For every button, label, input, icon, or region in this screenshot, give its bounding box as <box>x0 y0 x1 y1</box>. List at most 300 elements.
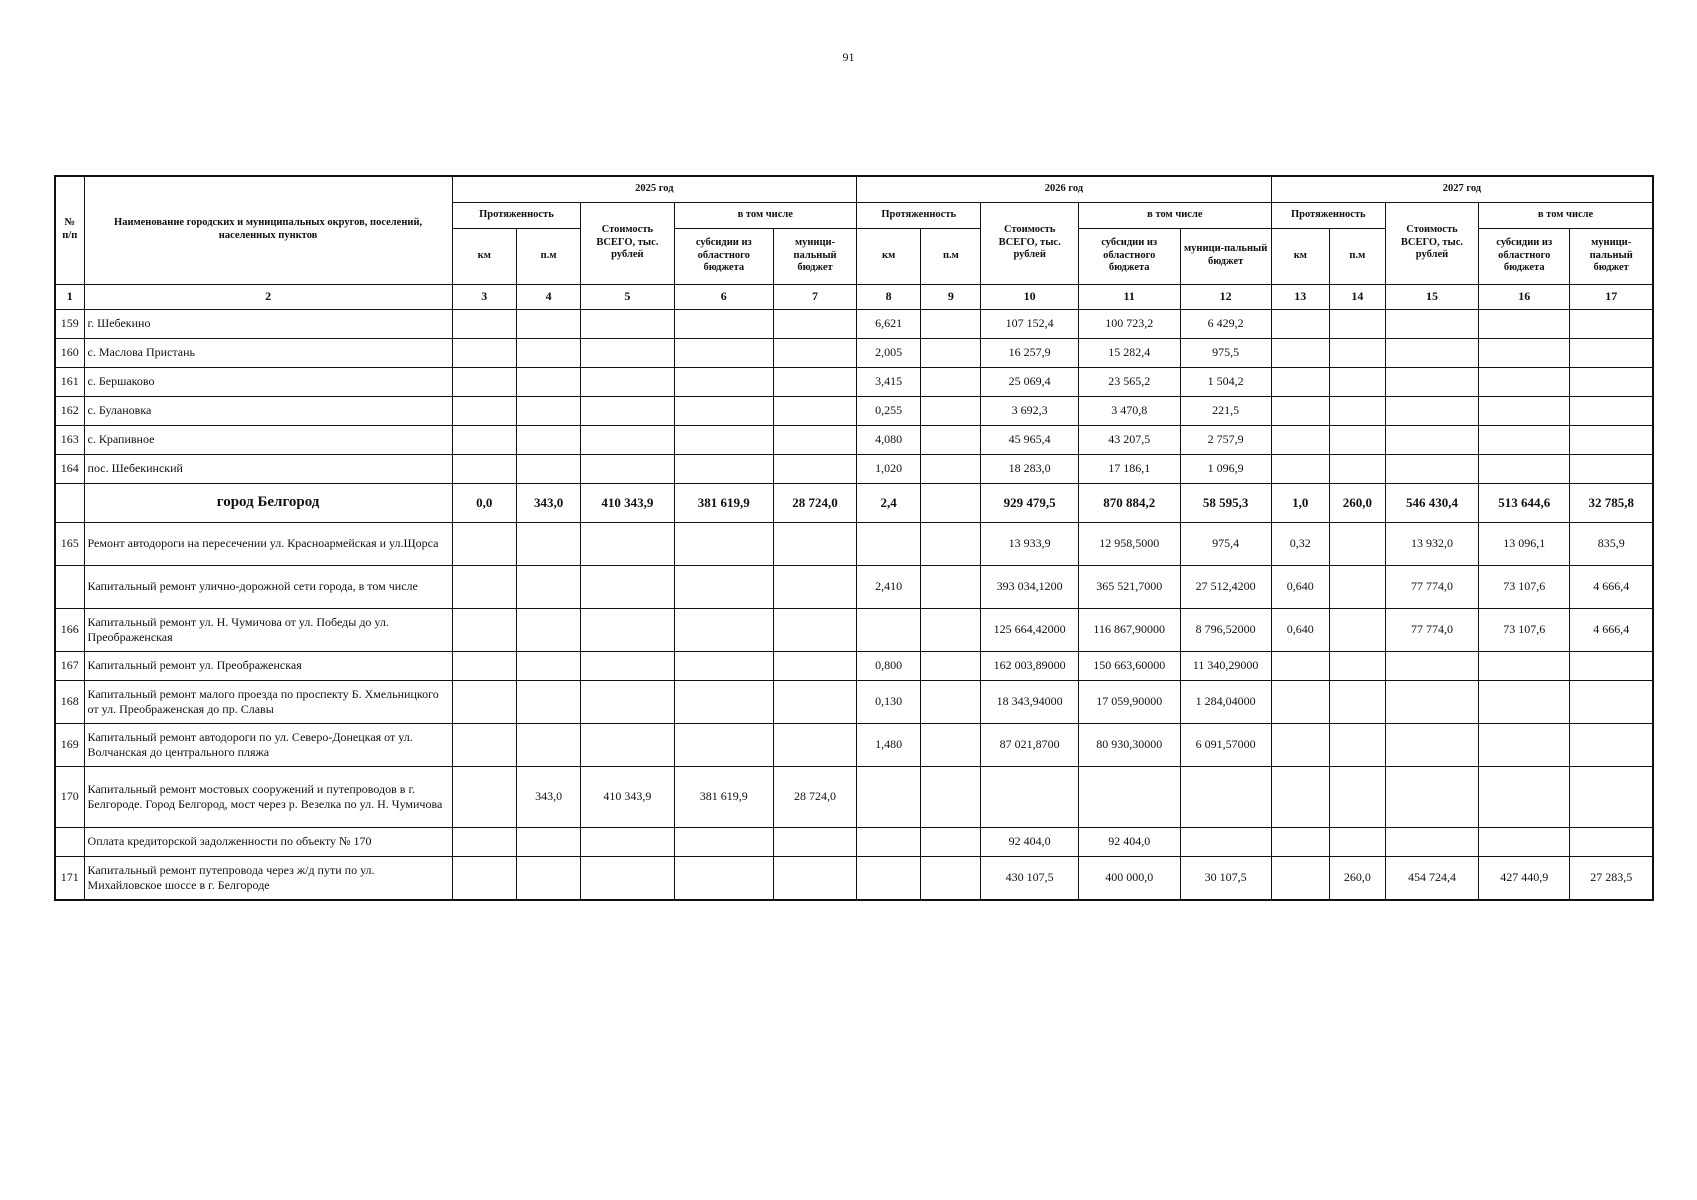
object-name: Оплата кредиторской задолженности по объекту № 170 <box>84 827 452 856</box>
value-cell: 73 107,6 <box>1479 608 1570 651</box>
value-cell <box>452 396 516 425</box>
cost-header: Стоимость ВСЕГО, тыс. рублей <box>981 202 1078 284</box>
value-cell <box>452 565 516 608</box>
value-cell <box>674 651 774 680</box>
value-cell <box>1329 723 1385 766</box>
value-cell: 4 666,4 <box>1570 565 1653 608</box>
value-cell: 1 096,9 <box>1180 454 1271 483</box>
value-cell <box>921 608 981 651</box>
table-row <box>55 856 1653 900</box>
table-row <box>55 338 1653 367</box>
column-number-cell: 5 <box>581 284 674 309</box>
object-name: Капитальный ремонт путепровода через ж/д пути по ул. Михайловское шоссе в г. Белгороде <box>84 856 452 900</box>
value-cell: 125 664,42000 <box>981 608 1078 651</box>
value-cell <box>1385 723 1478 766</box>
value-cell: 6,621 <box>857 309 921 338</box>
value-cell <box>1329 309 1385 338</box>
cost-header: Стоимость ВСЕГО, тыс. рублей <box>1385 202 1478 284</box>
value-cell <box>1271 651 1329 680</box>
value-cell: 975,4 <box>1180 522 1271 565</box>
value-cell <box>452 856 516 900</box>
municipal-header: муници-пальный бюджет <box>1570 228 1653 284</box>
value-cell <box>674 309 774 338</box>
row-number: 166 <box>55 608 84 651</box>
value-cell: 43 207,5 <box>1078 425 1180 454</box>
value-cell <box>1570 309 1653 338</box>
value-cell <box>1329 338 1385 367</box>
value-cell <box>1271 338 1329 367</box>
value-cell <box>1180 766 1271 827</box>
value-cell <box>774 522 857 565</box>
column-number-cell: 9 <box>921 284 981 309</box>
value-cell: 17 186,1 <box>1078 454 1180 483</box>
table-row <box>55 723 1653 766</box>
column-number-cell: 4 <box>516 284 580 309</box>
value-cell <box>581 522 674 565</box>
value-cell: 3 470,8 <box>1078 396 1180 425</box>
row-number: 159 <box>55 309 84 338</box>
value-cell: 430 107,5 <box>981 856 1078 900</box>
column-number-cell: 13 <box>1271 284 1329 309</box>
value-cell: 15 282,4 <box>1078 338 1180 367</box>
object-name: Капитальный ремонт улично-дорожной сети города, в том числе <box>84 565 452 608</box>
value-cell <box>516 651 580 680</box>
value-cell <box>581 723 674 766</box>
value-cell: 260,0 <box>1329 856 1385 900</box>
value-cell <box>1385 680 1478 723</box>
subsidy-header: субсидии из областного бюджета <box>1078 228 1180 284</box>
value-cell <box>1329 425 1385 454</box>
value-cell <box>774 309 857 338</box>
value-cell <box>581 367 674 396</box>
value-cell <box>774 338 857 367</box>
value-cell <box>1329 651 1385 680</box>
value-cell <box>1570 723 1653 766</box>
value-cell <box>1271 766 1329 827</box>
value-cell <box>452 723 516 766</box>
value-cell <box>1570 454 1653 483</box>
value-cell <box>1385 338 1478 367</box>
value-cell <box>1271 856 1329 900</box>
row-number: 170 <box>55 766 84 827</box>
object-name: с. Бершаково <box>84 367 452 396</box>
value-cell <box>1385 425 1478 454</box>
value-cell <box>1570 396 1653 425</box>
value-cell <box>674 425 774 454</box>
value-cell <box>452 454 516 483</box>
column-number-cell: 14 <box>1329 284 1385 309</box>
value-cell: 1 504,2 <box>1180 367 1271 396</box>
value-cell: 100 723,2 <box>1078 309 1180 338</box>
value-cell: 365 521,7000 <box>1078 565 1180 608</box>
value-cell <box>1479 723 1570 766</box>
value-cell: 975,5 <box>1180 338 1271 367</box>
value-cell <box>1271 723 1329 766</box>
object-name: с. Крапивное <box>84 425 452 454</box>
value-cell <box>921 338 981 367</box>
value-cell: 16 257,9 <box>981 338 1078 367</box>
value-cell <box>1180 827 1271 856</box>
value-cell: 0,255 <box>857 396 921 425</box>
value-cell: 27 512,4200 <box>1180 565 1271 608</box>
table-row <box>55 827 1653 856</box>
value-cell <box>1570 651 1653 680</box>
value-cell: 221,5 <box>1180 396 1271 425</box>
value-cell <box>921 522 981 565</box>
value-cell: 4 666,4 <box>1570 608 1653 651</box>
year-2027-header: 2027 год <box>1271 176 1653 202</box>
value-cell <box>921 827 981 856</box>
table-row <box>55 522 1653 565</box>
value-cell <box>1329 454 1385 483</box>
value-cell <box>1479 396 1570 425</box>
value-cell <box>921 680 981 723</box>
value-cell: 1 284,04000 <box>1180 680 1271 723</box>
value-cell: 260,0 <box>1329 483 1385 522</box>
value-cell: 427 440,9 <box>1479 856 1570 900</box>
value-cell <box>1479 309 1570 338</box>
value-cell <box>516 608 580 651</box>
value-cell <box>857 827 921 856</box>
column-number-cell: 3 <box>452 284 516 309</box>
value-cell: 2,005 <box>857 338 921 367</box>
value-cell: 18 283,0 <box>981 454 1078 483</box>
value-cell: 13 932,0 <box>1385 522 1478 565</box>
column-number-cell: 10 <box>981 284 1078 309</box>
value-cell: 73 107,6 <box>1479 565 1570 608</box>
page-number: 91 <box>842 50 855 64</box>
value-cell <box>516 396 580 425</box>
value-cell <box>581 565 674 608</box>
value-cell: 12 958,5000 <box>1078 522 1180 565</box>
value-cell <box>674 680 774 723</box>
value-cell: 77 774,0 <box>1385 565 1478 608</box>
table-row <box>55 680 1653 723</box>
table-row <box>55 766 1653 827</box>
value-cell <box>1329 827 1385 856</box>
value-cell: 381 619,9 <box>674 766 774 827</box>
value-cell <box>1570 367 1653 396</box>
value-cell <box>516 522 580 565</box>
value-cell: 17 059,90000 <box>1078 680 1180 723</box>
table-row <box>55 367 1653 396</box>
value-cell: 343,0 <box>516 483 580 522</box>
object-name: Капитальный ремонт ул. Преображенская <box>84 651 452 680</box>
pm-header: п.м <box>516 228 580 284</box>
column-number-cell: 12 <box>1180 284 1271 309</box>
value-cell <box>921 425 981 454</box>
value-cell <box>921 766 981 827</box>
value-cell <box>674 454 774 483</box>
including-header: в том числе <box>1479 202 1653 228</box>
value-cell <box>774 680 857 723</box>
value-cell: 2,4 <box>857 483 921 522</box>
value-cell <box>516 367 580 396</box>
value-cell: 80 930,30000 <box>1078 723 1180 766</box>
value-cell: 30 107,5 <box>1180 856 1271 900</box>
value-cell <box>1329 608 1385 651</box>
value-cell <box>452 608 516 651</box>
value-cell: 410 343,9 <box>581 766 674 827</box>
value-cell <box>1271 396 1329 425</box>
value-cell: 0,800 <box>857 651 921 680</box>
value-cell <box>921 651 981 680</box>
value-cell <box>516 425 580 454</box>
value-cell <box>674 396 774 425</box>
value-cell <box>1329 766 1385 827</box>
row-number: 165 <box>55 522 84 565</box>
value-cell <box>1385 454 1478 483</box>
value-cell <box>1271 680 1329 723</box>
value-cell: 23 565,2 <box>1078 367 1180 396</box>
value-cell <box>516 565 580 608</box>
value-cell <box>774 367 857 396</box>
value-cell <box>516 454 580 483</box>
object-name: Капитальный ремонт мостовых сооружений и путепроводов в г. Белгороде. Город Белгород, мост через р. Везелка по ул. Н. Чумичова <box>84 766 452 827</box>
value-cell <box>674 856 774 900</box>
value-cell: 454 724,4 <box>1385 856 1478 900</box>
pm-header: п.м <box>1329 228 1385 284</box>
value-cell: 25 069,4 <box>981 367 1078 396</box>
value-cell <box>774 723 857 766</box>
table-row <box>55 425 1653 454</box>
value-cell <box>581 827 674 856</box>
value-cell: 6 091,57000 <box>1180 723 1271 766</box>
object-name: Ремонт автодороги на пересечении ул. Красноармейская и ул.Щорса <box>84 522 452 565</box>
value-cell: 3,415 <box>857 367 921 396</box>
value-cell <box>516 680 580 723</box>
value-cell <box>516 856 580 900</box>
object-name: Капитальный ремонт малого проезда по проспекту Б. Хмельницкого от ул. Преображенская до пр. Славы <box>84 680 452 723</box>
value-cell <box>857 766 921 827</box>
column-number-cell: 17 <box>1570 284 1653 309</box>
value-cell: 400 000,0 <box>1078 856 1180 900</box>
table-row <box>55 651 1653 680</box>
value-cell: 13 933,9 <box>981 522 1078 565</box>
value-cell <box>1329 565 1385 608</box>
value-cell: 0,640 <box>1271 565 1329 608</box>
value-cell <box>774 827 857 856</box>
value-cell <box>921 565 981 608</box>
value-cell <box>1570 680 1653 723</box>
value-cell <box>452 680 516 723</box>
column-number-cell: 2 <box>84 284 452 309</box>
value-cell <box>581 338 674 367</box>
row-number <box>55 483 84 522</box>
value-cell: 410 343,9 <box>581 483 674 522</box>
subtotal-row <box>55 483 1653 522</box>
value-cell <box>921 396 981 425</box>
value-cell <box>1271 309 1329 338</box>
value-cell <box>452 651 516 680</box>
value-cell: 0,640 <box>1271 608 1329 651</box>
subsidy-header: субсидии из областного бюджета <box>1479 228 1570 284</box>
value-cell <box>1479 454 1570 483</box>
row-number: 162 <box>55 396 84 425</box>
value-cell <box>774 856 857 900</box>
row-number: 169 <box>55 723 84 766</box>
value-cell <box>1078 766 1180 827</box>
object-name: Капитальный ремонт ул. Н. Чумичова от ул. Победы до ул. Преображенская <box>84 608 452 651</box>
value-cell: 393 034,1200 <box>981 565 1078 608</box>
value-cell: 0,0 <box>452 483 516 522</box>
value-cell: 18 343,94000 <box>981 680 1078 723</box>
row-number: 164 <box>55 454 84 483</box>
value-cell: 929 479,5 <box>981 483 1078 522</box>
table-row <box>55 309 1653 338</box>
value-cell <box>1385 766 1478 827</box>
column-number-cell: 6 <box>674 284 774 309</box>
value-cell: 32 785,8 <box>1570 483 1653 522</box>
value-cell <box>674 367 774 396</box>
value-cell <box>1271 367 1329 396</box>
value-cell <box>674 338 774 367</box>
budget-table <box>54 175 1654 901</box>
value-cell <box>452 522 516 565</box>
value-cell <box>921 367 981 396</box>
value-cell: 92 404,0 <box>981 827 1078 856</box>
value-cell <box>774 396 857 425</box>
value-cell <box>774 425 857 454</box>
value-cell <box>1271 454 1329 483</box>
value-cell <box>921 723 981 766</box>
value-cell <box>516 309 580 338</box>
km-header: км <box>1271 228 1329 284</box>
length-header: Протяженность <box>857 202 981 228</box>
value-cell <box>674 608 774 651</box>
value-cell <box>774 608 857 651</box>
municipal-header: муници-пальный бюджет <box>1180 228 1271 284</box>
value-cell <box>516 827 580 856</box>
value-cell <box>857 608 921 651</box>
value-cell <box>857 856 921 900</box>
value-cell <box>452 367 516 396</box>
value-cell <box>1570 338 1653 367</box>
value-cell <box>1385 827 1478 856</box>
row-number: 167 <box>55 651 84 680</box>
value-cell <box>1479 651 1570 680</box>
value-cell <box>1271 827 1329 856</box>
subsidy-header: субсидии из областного бюджета <box>674 228 774 284</box>
value-cell: 1,0 <box>1271 483 1329 522</box>
value-cell: 28 724,0 <box>774 483 857 522</box>
subtotal-name: город Белгород <box>84 483 452 522</box>
length-header: Протяженность <box>1271 202 1385 228</box>
value-cell <box>921 856 981 900</box>
col-num-header: № п/п <box>55 176 84 284</box>
value-cell <box>981 766 1078 827</box>
table-body <box>55 309 1653 900</box>
column-number-cell: 16 <box>1479 284 1570 309</box>
value-cell <box>1479 680 1570 723</box>
row-number: 163 <box>55 425 84 454</box>
value-cell: 150 663,60000 <box>1078 651 1180 680</box>
value-cell: 162 003,89000 <box>981 651 1078 680</box>
value-cell <box>857 522 921 565</box>
value-cell: 0,130 <box>857 680 921 723</box>
value-cell <box>1271 425 1329 454</box>
value-cell: 45 965,4 <box>981 425 1078 454</box>
value-cell: 2 757,9 <box>1180 425 1271 454</box>
value-cell <box>1479 367 1570 396</box>
value-cell: 28 724,0 <box>774 766 857 827</box>
length-header: Протяженность <box>452 202 581 228</box>
value-cell <box>774 651 857 680</box>
value-cell <box>1570 425 1653 454</box>
value-cell: 343,0 <box>516 766 580 827</box>
column-number-cell: 15 <box>1385 284 1478 309</box>
value-cell <box>452 827 516 856</box>
value-cell <box>674 723 774 766</box>
value-cell: 1,480 <box>857 723 921 766</box>
value-cell <box>674 522 774 565</box>
table-row <box>55 608 1653 651</box>
column-number-cell: 7 <box>774 284 857 309</box>
value-cell <box>452 425 516 454</box>
value-cell <box>581 396 674 425</box>
value-cell <box>1570 766 1653 827</box>
value-cell <box>1385 367 1478 396</box>
value-cell: 13 096,1 <box>1479 522 1570 565</box>
value-cell: 27 283,5 <box>1570 856 1653 900</box>
value-cell: 2,410 <box>857 565 921 608</box>
value-cell: 513 644,6 <box>1479 483 1570 522</box>
value-cell: 8 796,52000 <box>1180 608 1271 651</box>
value-cell <box>452 766 516 827</box>
row-number <box>55 565 84 608</box>
value-cell: 0,32 <box>1271 522 1329 565</box>
value-cell: 92 404,0 <box>1078 827 1180 856</box>
value-cell <box>674 827 774 856</box>
value-cell <box>452 309 516 338</box>
km-header: км <box>857 228 921 284</box>
row-number: 160 <box>55 338 84 367</box>
value-cell <box>921 454 981 483</box>
row-number: 168 <box>55 680 84 723</box>
cost-header: Стоимость ВСЕГО, тыс. рублей <box>581 202 674 284</box>
value-cell <box>581 608 674 651</box>
value-cell <box>674 565 774 608</box>
object-name: пос. Шебекинский <box>84 454 452 483</box>
value-cell <box>1329 680 1385 723</box>
value-cell: 3 692,3 <box>981 396 1078 425</box>
value-cell <box>921 483 981 522</box>
value-cell <box>516 723 580 766</box>
row-number: 171 <box>55 856 84 900</box>
row-number <box>55 827 84 856</box>
value-cell <box>581 425 674 454</box>
value-cell: 6 429,2 <box>1180 309 1271 338</box>
value-cell: 77 774,0 <box>1385 608 1478 651</box>
value-cell <box>1479 338 1570 367</box>
value-cell: 11 340,29000 <box>1180 651 1271 680</box>
value-cell: 107 152,4 <box>981 309 1078 338</box>
km-header: км <box>452 228 516 284</box>
value-cell <box>1329 522 1385 565</box>
value-cell <box>921 309 981 338</box>
object-name: с. Маслова Пристань <box>84 338 452 367</box>
municipal-header: муници-пальный бюджет <box>774 228 857 284</box>
col-name-header: Наименование городских и муниципальных округов, поселений, населенных пунктов <box>84 176 452 284</box>
value-cell <box>1385 396 1478 425</box>
including-header: в том числе <box>674 202 857 228</box>
column-number-cell: 1 <box>55 284 84 309</box>
value-cell: 835,9 <box>1570 522 1653 565</box>
value-cell: 546 430,4 <box>1385 483 1478 522</box>
value-cell: 116 867,90000 <box>1078 608 1180 651</box>
object-name: г. Шебекино <box>84 309 452 338</box>
table-row <box>55 454 1653 483</box>
